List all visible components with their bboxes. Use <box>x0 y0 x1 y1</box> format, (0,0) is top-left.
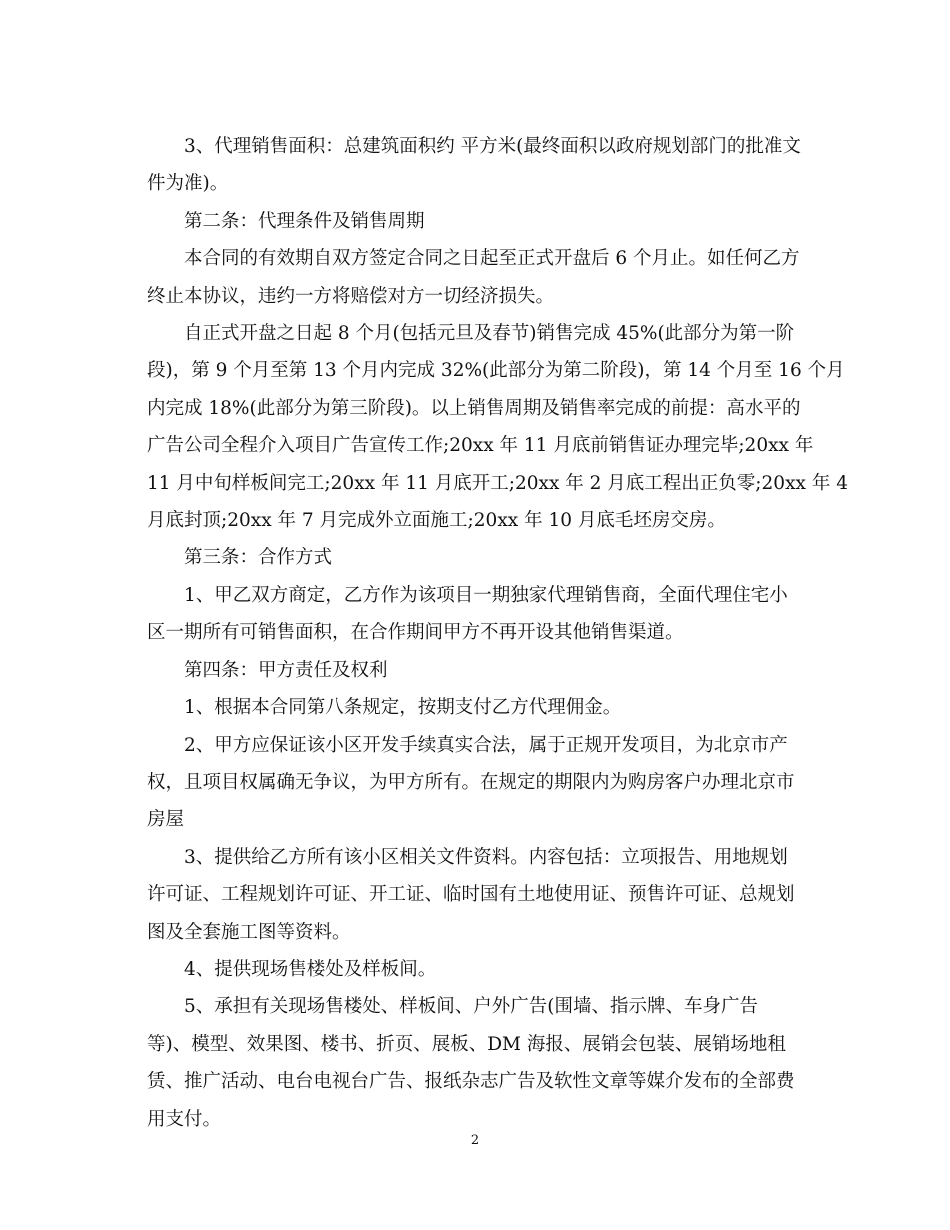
paragraph <box>147 988 817 1138</box>
paragraph <box>147 577 817 652</box>
text-line: 11 月中旬样板间完工;20xx 年 11 月底开工;20xx 年 2 月底工程出正负零;20xx 年 4 <box>147 472 848 494</box>
text-line: 权，且项目权属确无争议，为甲方所有。在规定的期限内为购房客户办理北京市 <box>147 771 795 793</box>
text-line: 内完成 18%(此部分为第三阶段)。以上销售周期及销售率完成的前提：高水平的 <box>147 397 801 419</box>
text-line: 3、提供给乙方所有该小区相关文件资料。内容包括：立项报告、用地规划 <box>184 846 788 868</box>
text-line: 自正式开盘之日起 8 个月(包括元旦及春节)销售完成 45%(此部分为第一阶 <box>184 323 795 345</box>
paragraph <box>147 839 817 951</box>
paragraph <box>147 689 817 726</box>
text-line: 赁、推广活动、电台电视台广告、报纸杂志广告及软性文章等媒介发布的全部费 <box>147 1071 795 1093</box>
paragraph <box>147 727 817 839</box>
paragraph <box>147 128 817 203</box>
text-line: 房屋 <box>147 809 185 831</box>
section-heading <box>147 539 817 576</box>
text-line: 许可证、工程规划许可证、开工证、临时国有土地使用证、预售许可证、总规划 <box>147 884 795 906</box>
text-line: 月底封顶;20xx 年 7 月完成外立面施工;20xx 年 10 月底毛坯房交房。 <box>147 510 726 532</box>
text-line: 2、甲方应保证该小区开发手续真实合法，属于正规开发项目，为北京市产 <box>184 734 788 756</box>
section-heading <box>147 203 817 240</box>
text-line: 3、代理销售面积：总建筑面积约 平方米(最终面积以政府规划部门的批准文 <box>184 136 801 157</box>
text-line: 图及全套施工图等资料。 <box>147 921 351 943</box>
text-line: 区一期所有可销售面积，在合作期间甲方不再开设其他销售渠道。 <box>147 622 684 644</box>
text-line: 终止本协议，违约一方将赔偿对方一切经济损失。 <box>147 285 555 307</box>
text-line: 1、甲乙双方商定，乙方作为该项目一期独家代理销售商，全面代理住宅小 <box>184 584 788 606</box>
text-line: 等)、模型、效果图、楼书、折页、展板、DM 海报、展销会包装、展销场地租 <box>147 1033 786 1055</box>
paragraph <box>147 315 848 539</box>
text-line: 4、提供现场售楼处及样板间。 <box>184 958 437 980</box>
text-line: 第三条：合作方式 <box>184 547 333 569</box>
text-line: 5、承担有关现场售楼处、样板间、户外广告(围墙、指示牌、车身广告 <box>184 996 758 1018</box>
text-line: 1、根据本合同第八条规定，按期支付乙方代理佣金。 <box>184 697 622 719</box>
text-line: 本合同的有效期自双方签定合同之日起至正式开盘后 6 个月止。如任何乙方 <box>184 248 800 270</box>
text-line: 广告公司全程介入项目广告宣传工作;20xx 年 11 月底前销售证办理完毕;20xx 年 <box>147 435 814 457</box>
text-line: 段)，第 9 个月至第 13 个月内完成 32%(此部分为第二阶段)，第 14 个月至 16 个月 <box>147 360 845 382</box>
paragraph <box>147 951 817 988</box>
page-number: 2 <box>470 1133 480 1148</box>
text-line: 第四条：甲方责任及权利 <box>184 659 388 681</box>
text-line: 用支付。 <box>147 1108 222 1130</box>
section-heading <box>147 652 817 689</box>
paragraph <box>147 240 817 315</box>
document-body <box>147 128 848 1138</box>
text-line: 件为准)。 <box>147 173 229 195</box>
text-line: 第二条：代理条件及销售周期 <box>184 210 425 232</box>
